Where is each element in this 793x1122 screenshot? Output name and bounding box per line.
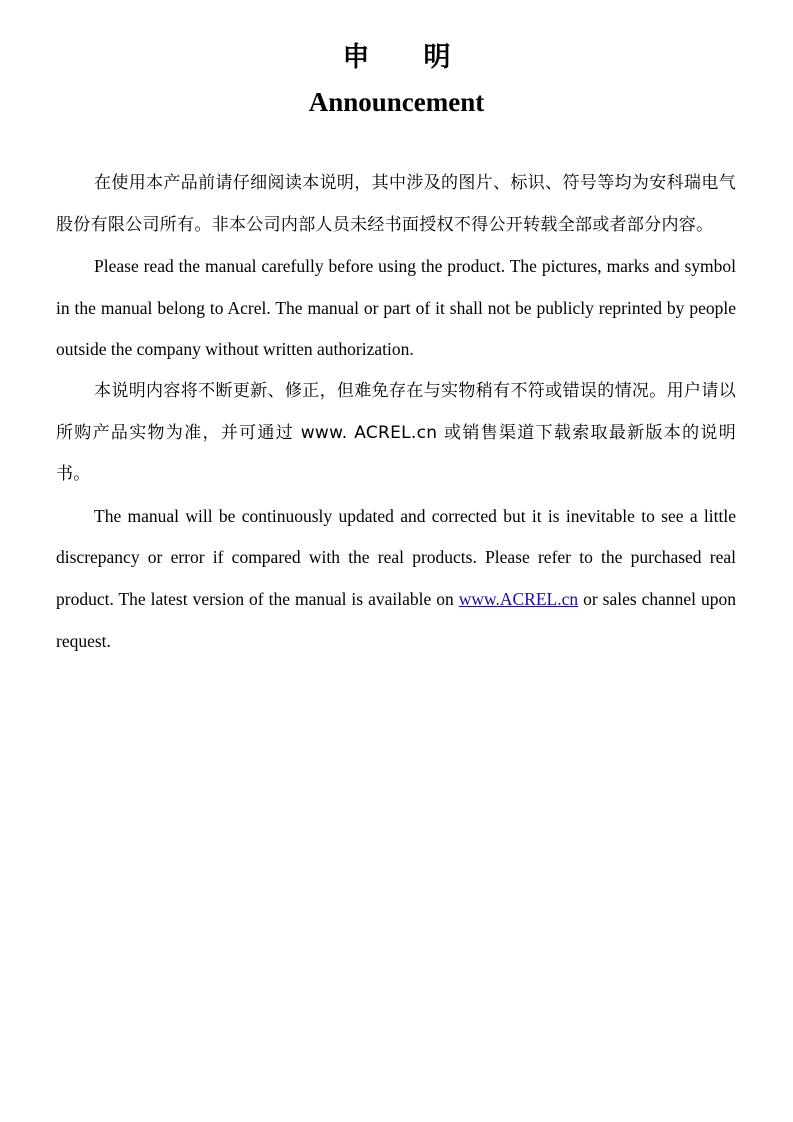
paragraph-updates-chinese: 本说明内容将不断更新、修正，但难免存在与实物稍有不符或错误的情况。用户请以所购产品实物为准，并可通过 www. ACREL.cn 或销售渠道下载索取最新版本的说明书。: [56, 380, 736, 485]
title-char-2: 明: [423, 42, 451, 73]
paragraph-updates-english: [56, 496, 736, 662]
page-title-chinese: [0, 38, 793, 78]
title-char-1: 申: [342, 42, 370, 73]
updates-english-text-end: or sales channel upon request.: [56, 588, 737, 651]
paragraph-copyright-english: Please read the manual carefully before using the product. The pictures, marks and symbol in the manual belong to Acrel. The manual or part of it shall not be publicly reprinted by people outside the company without written authorization.: [56, 256, 736, 360]
page-title-english: Announcement: [308, 87, 485, 117]
paragraph-copyright-chinese: 在使用本产品前请仔细阅读本说明，其中涉及的图片、标识、符号等均为安科瑞电气股份有限公司所有。非本公司内部人员未经书面授权不得公开转载全部或者部分内容。: [56, 173, 736, 235]
announcement-body: [56, 163, 736, 662]
acrel-website-link[interactable]: www.ACREL.cn: [458, 588, 579, 609]
updates-english-text-start: The manual will be continuously updated and corrected but it is inevitable to see a little discrepancy or error if compared with the real products. Please refer to the purchased real product. The latest version of the manual is available on: [56, 505, 736, 609]
